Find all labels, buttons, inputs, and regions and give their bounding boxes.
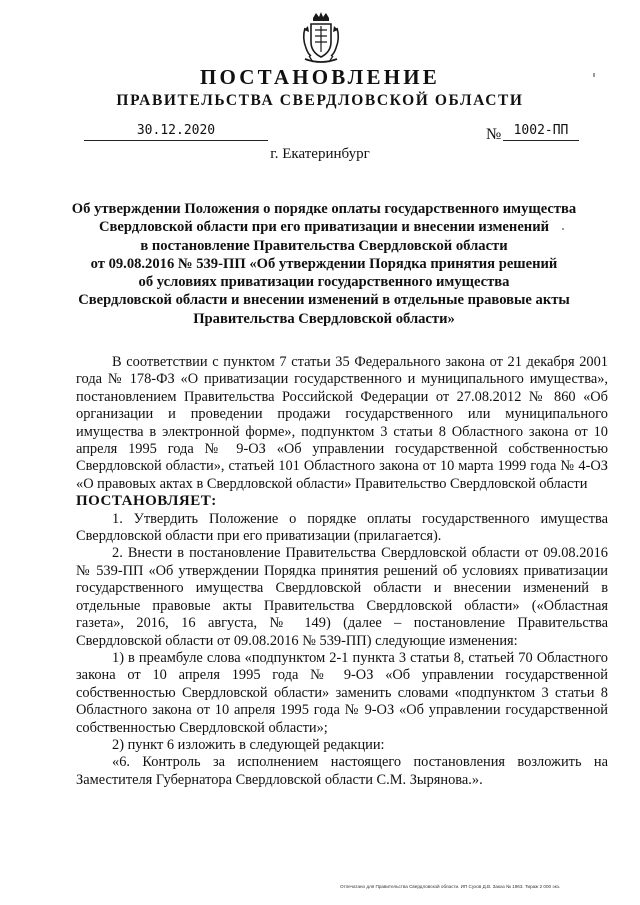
document-body (76, 354, 608, 789)
item-paragraph: 1. Утвердить Положение о порядке оплаты государственного имущества Свердловской области при его приватизации (прилагается). (76, 510, 608, 545)
heading-line: в постановление Правительства Свердловской области (140, 237, 508, 254)
document-issuer: ПРАВИТЕЛЬСТВА СВЕРДЛОВСКОЙ ОБЛАСТИ (116, 92, 524, 109)
item-paragraph: 2. Внести в постановление Правительства Свердловской области от 09.08.2016 № 539-ПП «Об утверждении Порядка принятия решений об условиях приватизации государственного имущества Свердловской области и внесении изменений в отдельные правовые акты Правительства Свердловской области» («Областная газета», 2016, 16 августа, № 149) (далее – постановление Правительства Свердловской области от 09.08.2016 № 539-ПП) следующие изменения: (76, 545, 608, 649)
heading-line: Правительства Свердловской области» (193, 310, 455, 327)
heading-line: Свердловской области и внесении изменений в отдельные правовые акты (78, 292, 570, 309)
item-paragraph: 2) пункт 6 изложить в следующей редакции: (112, 736, 385, 753)
scan-speck (593, 73, 595, 77)
print-note: Отпечатано для Правительства Свердловской области. ИП Сухов Д.В. Заказ № 1963. Тираж 2 000 экз. (340, 884, 561, 889)
document-heading (66, 200, 582, 328)
coat-of-arms-icon (301, 12, 341, 64)
item-paragraph: 1) в преамбуле слова «подпунктом 2-1 пункта 3 статьи 8, статьей 70 Областного закона от 10 апреля 1995 года № 9-ОЗ «Об управлении государственной собственностью Свердловской области» заменить словами «подпунктом 3 статьи 8 Областного закона от 10 апреля 1995 года № 9-ОЗ «Об управлении государственной собственностью Свердловской области»; (76, 649, 608, 736)
heading-line: Свердловской области при его приватизации и внесении изменений (98, 219, 550, 236)
heading-line: об условиях приватизации государственного имущества (138, 274, 510, 291)
resolve-heading: ПОСТАНОВЛЯЕТ: (76, 493, 217, 510)
document-date: 30.12.2020 (84, 122, 268, 141)
document-number: 1002-ПП (503, 122, 579, 141)
document-city: г. Екатеринбург (270, 146, 370, 162)
item-paragraph: «6. Контроль за исполнением настоящего постановления возложить на Заместителя Губернатора Свердловской области С.М. Зырянова.». (76, 754, 608, 788)
heading-line: Об утверждении Положения о порядке оплаты государственного имущества (71, 201, 577, 217)
scan-speck (562, 228, 564, 230)
heading-line: от 09.08.2016 № 539-ПП «Об утверждении Порядка принятия решений (90, 255, 558, 272)
preamble-paragraph: В соответствии с пунктом 7 статьи 35 Федерального закона от 21 декабря 2001 года № 178-ФЗ «О приватизации государственного и муниципального имущества», постановлением Правительства Российской Федерации от 27.08.2012 № 860 «Об организации и проведении продажи государственного или муниципального имущества в электронной форме», подпунктом 3 статьи 8 Областного закона от 10 апреля 1995 года № 9-ОЗ «Об управлении государственной собственностью Свердловской области», статьей 101 Областного закона от 10 марта 1999 года № 4-ОЗ «О правовых актах в Свердловской области» Правительство Свердловской области (76, 354, 608, 492)
number-sign: № (486, 126, 502, 143)
document-title: ПОСТАНОВЛЕНИЕ (199, 65, 441, 89)
